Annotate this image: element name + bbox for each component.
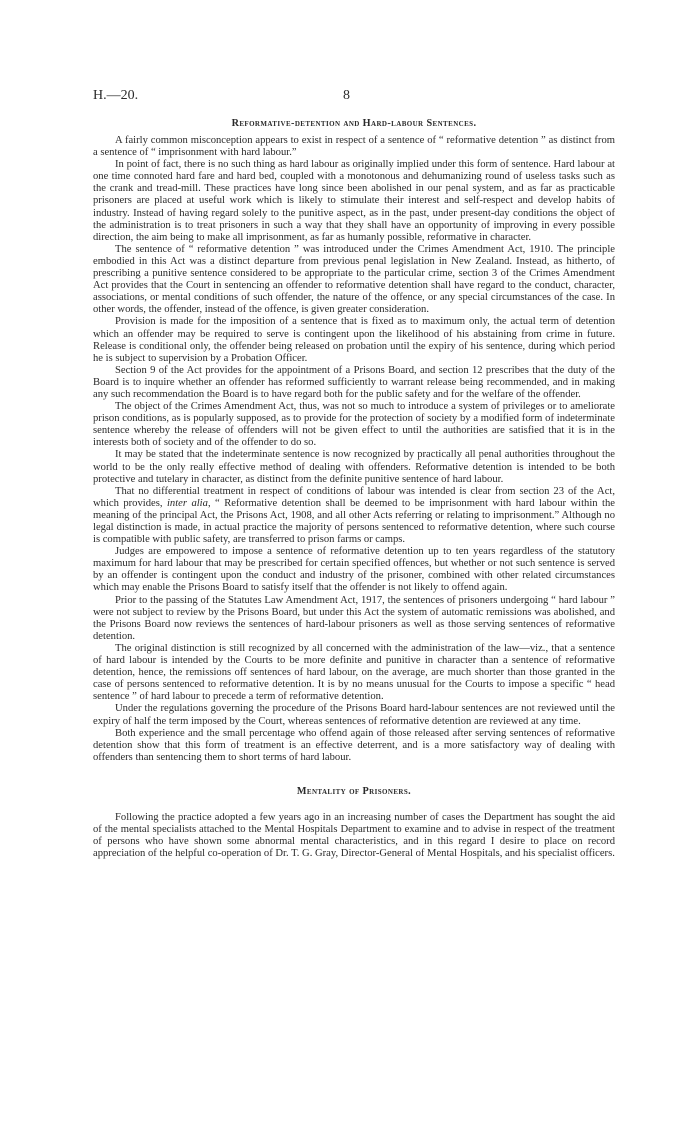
document-id: H.—20. bbox=[93, 88, 139, 103]
paragraph: Following the practice adopted a few years ago in an increasing number of cases the Department has sought the aid of the mental specialists attached to the Mental Hospitals Department to examine and to advise in respect of the treatment of persons who have shown some abnormal mental characteristics, and in this regard I desire to place on record appreciation of the helpful co-operation of Dr. T. G. Gray, Director-General of Mental Hospitals, and his specialist officers. bbox=[93, 811, 615, 860]
paragraph: A fairly common misconception appears to exist in respect of a sentence of “ reformative detention ” as distinct from a sentence of “ imprisonment with hard labour.” bbox=[93, 135, 615, 159]
paragraph-text: , “ Reformative detention shall be deemed to be imprisonment with hard labour within the meaning of the principal Act, the Prisons Act, 1908, and all other Acts referring or relating to imprisonment.” Although no legal distinction is made, in actual practice the majority of persons sentenced to reformative detention, where such course is compatible with public safety, are transferred to prison farms or camps. bbox=[93, 497, 615, 546]
page-number: 8 bbox=[343, 88, 350, 103]
paragraph-inter-alia bbox=[93, 486, 615, 546]
paragraph: It may be stated that the indeterminate sentence is now recognized by practically all penal authorities throughout the world to be the only really effective method of dealing with offenders. Reformative detention is intended to be both protective and tutelary in character, as distinct from the definite punitive sentence of hard labour. bbox=[93, 449, 615, 485]
paragraph: The object of the Crimes Amendment Act, thus, was not so much to introduce a system of privileges or to ameliorate prison conditions, as is popularly supposed, as to provide for the protection of society by a modified form of indeterminate sentence whereby the release of offenders will not be given effect to until the authorities are satisfied that it is in the interests both of society and of the offender to do so. bbox=[93, 401, 615, 449]
paragraph: The original distinction is still recognized by all concerned with the administration of the law—viz., that a sentence of hard labour is intended by the Courts to be more definite and punitive in character than a sentence of reformative detention, hence, the remissions off sentences of hard labour, on the average, are much shorter than those granted in the case of persons sentenced to reformative detention. It is by no means unusual for the Courts to impose a specific “ head sentence ” of hard labour to precede a term of reformative detention. bbox=[93, 642, 615, 703]
paragraph: Prior to the passing of the Statutes Law Amendment Act, 1917, the sentences of prisoners undergoing “ hard labour ” were not subject to review by the Prisons Board, but under this Act the system of automatic remissions was abolished, and the Prisons Board now reviews the sentences of hard-labour prisoners as well as those serving sentences of reformative detention. bbox=[93, 594, 615, 642]
paragraph: Judges are empowered to impose a sentence of reformative detention up to ten years regardless of the statutory maximum for hard labour that may be prescribed for certain specified offences, but whether or not such sentence is served by an offender is contingent upon the conduct and industry of the prisoner, combined with other related circumstances which may enable the Prisons Board to satisfy itself that the offender is not likely to offend again. bbox=[93, 546, 615, 594]
page-header bbox=[93, 88, 613, 108]
page-body bbox=[93, 118, 615, 860]
paragraph-text: That no differential treatment in respect of conditions of labour was intended is clear from section 23 of the Act, which provides, bbox=[93, 485, 615, 509]
paragraph: Both experience and the small percentage who offend again of those released after serving sentences of reformative detention show that this form of treatment is an effective deterrent, and is a more satisfactory way of dealing with offenders than sentencing them to short terms of hard labour. bbox=[93, 727, 615, 763]
paragraph: Section 9 of the Act provides for the appointment of a Prisons Board, and section 12 prescribes that the duty of the Board is to inquire whether an offender has reformed sufficiently to warrant release being recommended, and in making any such recommendation the Board is to have regard both for the public safety and for the welfare of the offender. bbox=[93, 364, 615, 400]
paragraph: In point of fact, there is no such thing as hard labour as originally implied under this form of sentence. Hard labour at one time connoted hard fare and hard bed, coupled with a monotonous and dehumanizing round of useless tasks such as the crank and tread-mill. These practices have long since been abolished in our penal system, and as far as practicable prisoners are placed at useful work which is likely to stimulate their interest and self-respect and develop habits of industry. Instead of having regard solely to the punitive aspect, as in the past, under present-day conditions the object of the administration is to treat prisoners in such a way that they shall have an opportunity of improving in every possible direction, the aim being to make all imprisonment, as far as humanly possible, reformative in character. bbox=[93, 159, 615, 243]
paragraph: Provision is made for the imposition of a sentence that is fixed as to maximum only, the actual term of detention which an offender may be required to serve is contingent upon the likelihood of his abstaining from crime in future. Release is conditional only, the offender being released on probation until the expiry of his sentence, during which period he is subject to supervision by a Probation Officer. bbox=[93, 316, 615, 364]
paragraph: Under the regulations governing the procedure of the Prisons Board hard-labour sentences are not reviewed until the expiry of half the term imposed by the Court, whereas sentences of reformative detention are reviewed at any time. bbox=[93, 703, 615, 727]
italic-phrase: inter alia bbox=[166, 497, 208, 509]
section-heading-reformative: Reformative-detention and Hard-labour Sentences. bbox=[231, 118, 477, 129]
paragraph: The sentence of “ reformative detention ” was introduced under the Crimes Amendment Act, 1910. The principle embodied in this Act was a distinct departure from previous penal legislation in New Zealand. Instead, as hitherto, of prescribing a punitive sentence considered to be appropriate to the particular crime, section 3 of the Crimes Amendment Act provides that the Court in sentencing an offender to reformative detention shall have regard to the conduct, character, associations, or mental conditions of such offender, the nature of the offence, or any special circumstances of the case. In other words, the offender, instead of the offence, is given greater consideration. bbox=[93, 243, 615, 316]
section-heading-mentality: Mentality of Prisoners. bbox=[296, 785, 412, 797]
